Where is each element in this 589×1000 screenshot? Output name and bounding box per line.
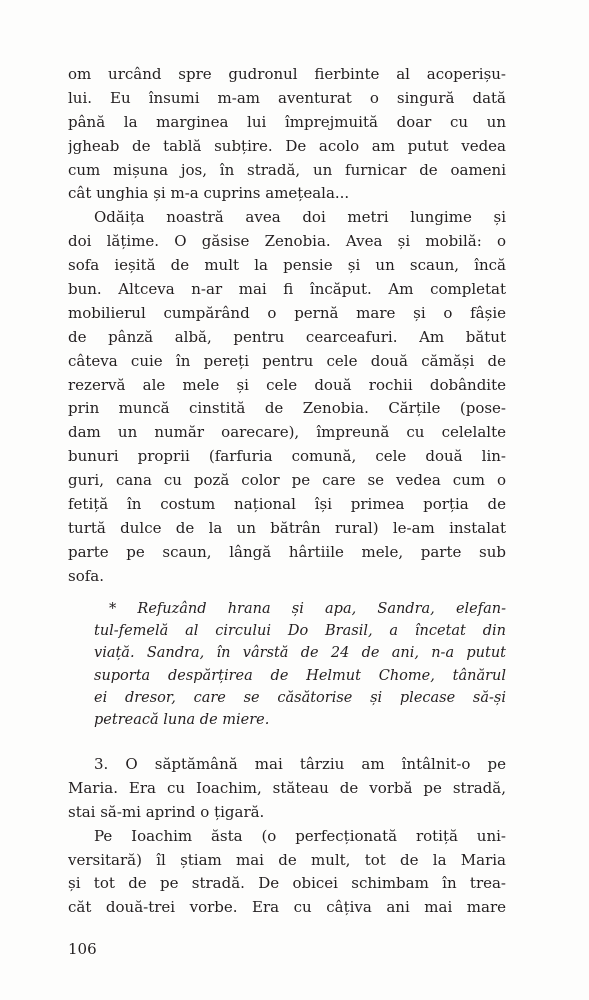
note-line: viață. Sandra, în vârstă de 24 de ani, n-a putut (94, 645, 506, 662)
paragraph-3 (68, 753, 506, 825)
note-line: ei dresor, care se căsătorise și plecase să-și (94, 689, 506, 706)
note-line: petreacă luna de miere. (94, 711, 270, 728)
note-line: suporta despărțirea de Helmut Chome, tânărul (94, 667, 506, 684)
text-line: Pe Ioachim ăsta (o perfecționată rotiță uni- (94, 826, 506, 845)
text-line: rezervă ale mele și cele două rochii dobândite (68, 375, 506, 394)
text-line: câteva cuie în pereți pentru cele două cămăși de (68, 351, 506, 370)
text-line: stai să-mi aprind o țigară. (68, 802, 265, 821)
text-line: turtă dulce de la un bătrân rural) le-am instalat (68, 518, 506, 537)
text-line: sofa ieșită de mult la pensie și un scaun, încă (68, 256, 506, 275)
paragraph-4 (68, 825, 506, 921)
text-line: Odăița noastră avea doi metri lungime și (94, 208, 506, 227)
text-line: bun. Altceva n-ar mai fi încăput. Am completat (68, 280, 506, 299)
text-line: doi lățime. O găsise Zenobia. Avea și mobilă: o (68, 232, 506, 251)
text-line: de pânză albă, pentru cearceafuri. Am bătut (68, 327, 506, 346)
text-line: mobilierul cumpărând o pernă mare și o fâșie (68, 303, 506, 322)
text-line: jgheab de tablă subțire. De acolo am putut vedea (68, 136, 506, 155)
paragraph-1 (68, 63, 506, 206)
page-number: 106 (68, 940, 97, 958)
text-line: guri, cana cu poză color pe care se vedea cum o (68, 471, 506, 490)
note-line: * Refuzând hrana și apa, Sandra, elefan- (109, 601, 506, 617)
body-text-upper (68, 63, 506, 589)
text-line: Maria. Era cu Ioachim, stăteau de vorbă pe stradă, (68, 778, 506, 797)
text-line: sofa. (68, 566, 104, 585)
text-line: dam un număr oarecare), împreună cu celelalte (68, 423, 506, 442)
text-line: lui. Eu însumi m-am aventurat o singură dată (68, 88, 506, 107)
text-line: până la marginea lui împrejmuită doar cu un (68, 112, 506, 131)
italic-note (94, 598, 506, 731)
text-line: cum mișuna jos, în stradă, un furnicar de oameni (68, 160, 506, 179)
text-line: bunuri proprii (farfuria comună, cele două lin- (68, 447, 506, 466)
text-line: căt două-trei vorbe. Era cu câțiva ani mai mare (68, 898, 506, 917)
text-line: prin muncă cinstită de Zenobia. Cărțile (pose- (68, 399, 506, 418)
text-line: cât unghia și m-a cuprins amețeala... (68, 184, 350, 203)
note-line: tul-femelă al circului Do Brasil, a încetat din (94, 623, 506, 640)
text-line: parte pe scaun, lângă hârtiile mele, parte sub (68, 542, 506, 561)
paragraph-2 (68, 206, 506, 588)
text-line: și tot de pe stradă. De obicei schimbam în trea- (68, 874, 506, 893)
text-line: versitară) îl știam mai de mult, tot de la Maria (68, 850, 506, 869)
text-line: om urcând spre gudronul fierbinte al acoperișu- (68, 65, 506, 83)
text-line: fetiță în costum național își primea porția de (68, 495, 506, 514)
text-line: 3. O săptămână mai târziu am întâlnit-o pe (94, 755, 506, 773)
body-text-lower (68, 753, 506, 920)
